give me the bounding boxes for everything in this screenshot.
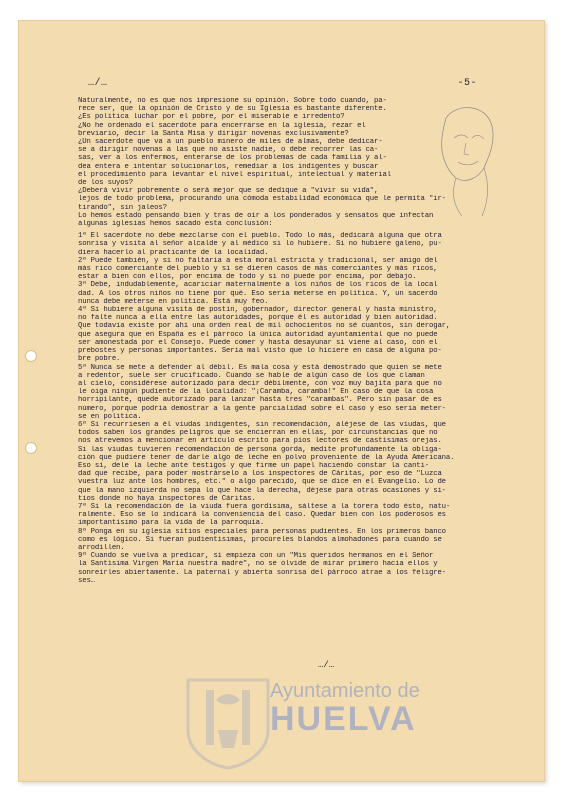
text-line: 2ª Puede también, y si no faltaría a esta moral estricta y tradicional, ser amigo del — [78, 256, 438, 265]
text-line: 9ª Cuando se vuelva a predicar, si empieza con un "Mis queridos hermanos en el Señor — [78, 552, 434, 561]
text-line: breviario, decir la Santa Misa y dirigir novenas exclusivamente? — [78, 129, 349, 138]
page-number: -5- — [457, 78, 477, 89]
text-line: 4ª Si hubiere alguna visita de postín, gobernador, director general y hasta ministro, — [78, 306, 438, 315]
article-text — [78, 97, 520, 585]
text-line: vuestra luz ante los hombres, etc." o algo parecido, que se dice en el Evangelio. Lo de — [78, 478, 446, 487]
text-line: 6ª Si recurriesen a él viudas indigentes, sin recomendación, aléjese de las viudas, que — [78, 420, 446, 429]
text-line: importantísimo para la vida de la parroquia. — [78, 519, 265, 528]
text-line: ser amonestada por el Consejo. Puede comer y hasta desayunar si viene al caso, con el — [78, 338, 438, 347]
text-line: 7ª Si la recomendación de la viuda fuera gordísima, sáltese a la torera todo ésto, natu- — [78, 502, 451, 511]
text-line: dad que recibe, para poder mostrárselo a los inspectores de Cáritas, por eso de "Luzca — [78, 470, 442, 479]
text-line: tios donde no haya inspectores de Cáritas. — [78, 494, 256, 503]
text-line: ralmente. Eso se lo indicará la conveniencia del caso. Quedar bien con los poderosos es — [78, 511, 446, 520]
text-line: de los suyos? — [78, 179, 133, 188]
text-line: nos atrevemos a mencionar en artículo escrito para píos lectores de castísimas orejas. — [78, 437, 442, 446]
text-line: se a dirigir novenas a las que no asiste nadie, o debe recorrer las ca- — [78, 146, 379, 155]
text-line: lejos de todo problema, procurando una cómoda estabilidad económica que le permita "ir- — [78, 195, 446, 204]
text-line: ¿Un sacerdote que va a un pueblo minero de miles de almas, debe dedicar- — [78, 138, 383, 147]
text-line: Si las viudas tuvieren recomendación de persona gorda, medite profundamente la obliga- — [78, 445, 442, 454]
text-line: ¿No he ordenado el sacerdote para encerrarse en la iglesia, rezar el — [78, 121, 366, 130]
header-continuation: …/… — [88, 78, 108, 89]
text-line: más rico comerciante del pueblo y si se dieren casos de más comerciantes y más ricos, — [78, 265, 438, 274]
text-line: dea entera e intentar solucionarlos, remediar a los indigentes y buscar — [78, 162, 379, 171]
text-line: la Santísima Virgen María nuestra madre", no se olvide de mirar primero hacia ellos y — [78, 560, 438, 569]
text-line: prebostes y personas importantes. Sería mal visto que lo hiciere en casa de alguna po- — [78, 347, 442, 356]
text-line: que la mano izquierda no sepa lo que hace la derecha, déjese para otras ocasiones y si- — [78, 486, 446, 495]
punch-holes — [25, 350, 37, 534]
text-line: que asegura que en España es el párroco la única autoridad ayuntamiental que no puede — [78, 330, 438, 339]
text-line: sas, ver a los enfermos, enterarse de los problemas de cada familia y al- — [78, 154, 387, 163]
text-line: no falte nunca a ella entre las autoridades, porque él es autoridad y bien autoridad. — [78, 314, 438, 323]
text-line: Eso sí, dele la leche ante testigos y que firme un papel haciendo constar la canti- — [78, 461, 429, 470]
text-line: 8ª Ponga en su iglesia sitios especiales para personas pudientes. En los primeros banco — [78, 527, 446, 536]
document-page — [18, 20, 545, 782]
text-line: sonreírles abiertamente. La paternal y abierta sonrisa del párroco atrae a los feligre- — [78, 568, 446, 577]
text-line: ses… — [78, 576, 95, 585]
text-line: Lo hemos estado pensando bien y tras de oír a los ponderados y sensatos que infectan — [78, 211, 434, 220]
text-line: diera hacerlo al practicante de la localidad. — [78, 248, 269, 257]
footer-continuation: …/… — [318, 660, 335, 670]
text-line: nunca debe meterse en política. Está muy feo. — [78, 297, 269, 306]
text-line: al cielo, considérese autorizado para decir débilmente, con voz muy bajita para que no — [78, 379, 442, 388]
text-line: sonrisa y visita al señor alcalde y al médico si lo hubiere. Si no hubiere galeno, pu- — [78, 240, 442, 249]
text-line: como es lógico. Si fueran pudientísimas, procúreles blandos almohadones para cuando se — [78, 535, 442, 544]
text-line: Que todavía existe por ahí una orden real de mil ochocientos no sé cuantos, sin derogar, — [78, 322, 451, 331]
text-line: dad. A los otros niños no tiene por qué. Eso sería meterse en política. Y, un sacerdo — [78, 289, 438, 298]
text-line: bre pobre. — [78, 355, 121, 364]
text-line: rece ser, que la opinión de Cristo y de su Iglesia es bastante diferente. — [78, 105, 387, 114]
text-line: a redentor, suele ser crucificado. Cuando se hable de algún caso de los que claman — [78, 371, 425, 380]
text-line: le oiga ningún pudiente de la localidad: "¡Caramba, caramba!" En caso de que la cosa — [78, 388, 434, 397]
text-line: ¿Es política luchar por el pobre, por el miserable e irredento? — [78, 113, 345, 122]
text-line: número, porque podría demostrar a la gente parcialidad sobre el caso y eso sería meter- — [78, 404, 446, 413]
text-line: estar a bien con ellos, por encima de todo y si no puede por encima, por debajo. — [78, 273, 417, 282]
text-line: el procedimiento para levantar el nivel espiritual, intelectual y material — [78, 170, 391, 179]
text-line: 1ª El sacerdote no debe mezclarse con el pueblo. Todo lo más, dedicará alguna que otra — [78, 232, 442, 241]
text-line: 3ª Debe, indudablemente, acariciar maternalmente a los niños de los ricos de la local — [78, 281, 438, 290]
text-line: arrodillen. — [78, 543, 125, 552]
watermark-line2: HUELVA — [270, 700, 417, 738]
text-line: ción que pudiere tener de darle algo de leche en polvo proveniente de la Ayuda Americana. — [78, 453, 455, 462]
text-line: todos saben los grandes peligros que se encierran en ellas, por circunstancias que no — [78, 429, 438, 438]
text-line: se en política. — [78, 412, 142, 421]
text-line: horripilante, quede autorizado para lanzar hasta tres "carambas". Pero sin pasar de es — [78, 396, 442, 405]
text-line: Naturalmente, no es que nos impresione su opinión. Sobre todo cuando, pa- — [78, 97, 387, 105]
text-line: ¿Deberá vivir pobremente o será mejor que se dedique a "vivir su vida", — [78, 187, 379, 196]
punch-hole — [25, 442, 37, 454]
text-line: algunas iglesias hemos sacado esta conclusión: — [78, 220, 273, 229]
punch-hole — [25, 350, 37, 362]
text-line: 5ª Nunca se mete a defender al débil. Es mala cosa y está demostrado que quien se mete — [78, 363, 442, 372]
watermark-line1: Ayuntamiento de — [270, 680, 420, 702]
text-line: tirando", sin jaleos? — [78, 203, 167, 212]
